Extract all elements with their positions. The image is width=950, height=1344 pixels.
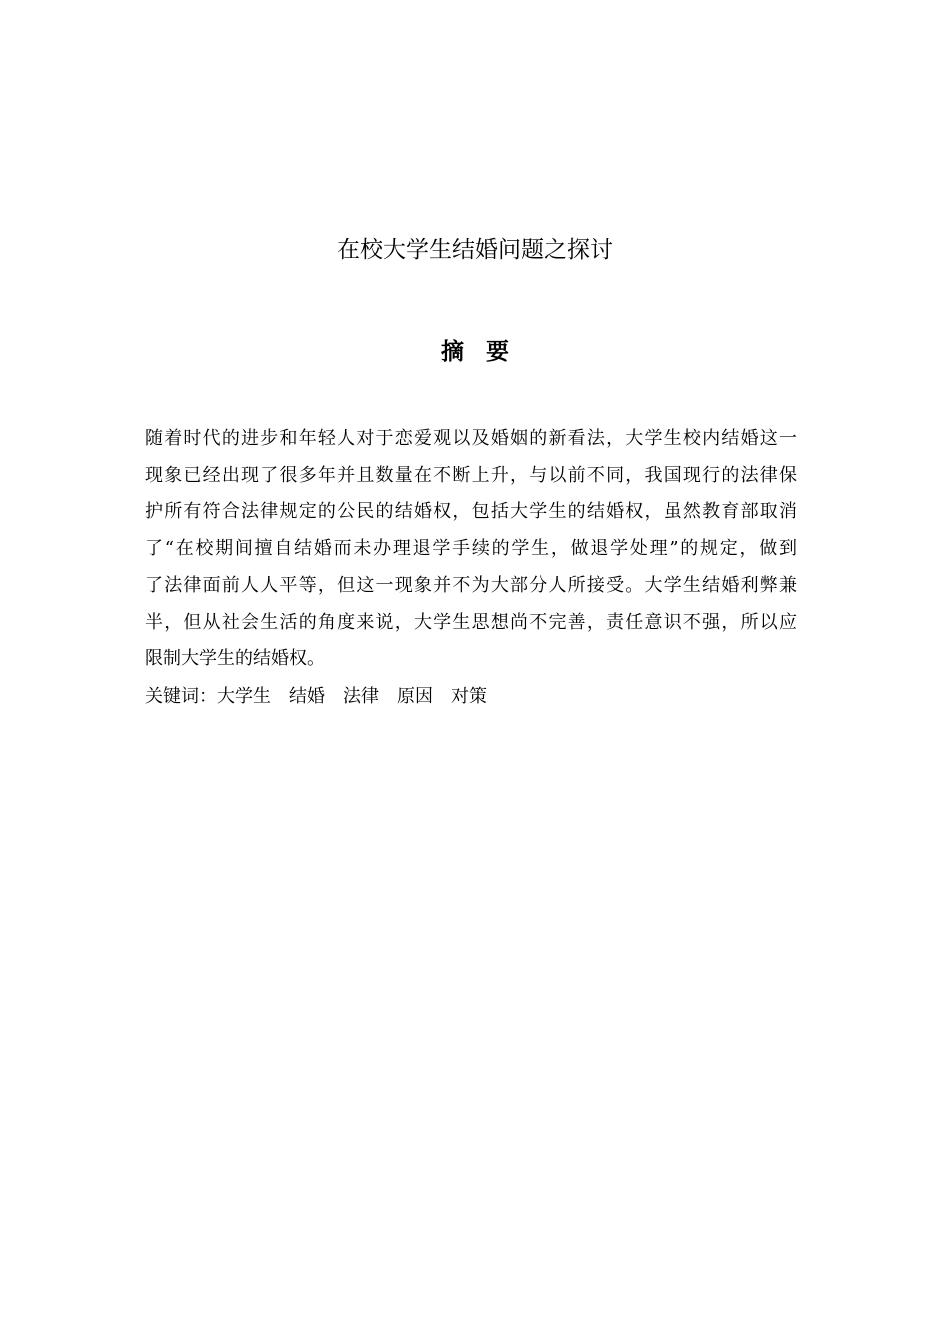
keyword-item: 对策 bbox=[451, 686, 487, 707]
keyword-item: 法律 bbox=[343, 686, 379, 707]
abstract-body bbox=[145, 421, 797, 678]
keywords-label: 关键词： bbox=[145, 686, 217, 707]
abstract-heading: 摘要 bbox=[441, 339, 531, 365]
keyword-item: 结婚 bbox=[289, 686, 325, 707]
abstract-line: 现象已经出现了很多年并且数量在不断上升，与以前不同，我国现行的法律保 bbox=[145, 464, 797, 486]
abstract-line: 了“在校期间擅自结婚而未办理退学手续的学生，做退学处理”的规定，做到 bbox=[145, 538, 797, 560]
abstract-line: 半，但从社会生活的角度来说，大学生思想尚不完善，责任意识不强，所以应 bbox=[145, 611, 797, 633]
abstract-line: 随着时代的进步和年轻人对于恋爱观以及婚姻的新看法，大学生校内结婚这一 bbox=[145, 428, 797, 449]
keyword-item: 原因 bbox=[397, 686, 433, 707]
keyword-item: 大学生 bbox=[217, 686, 271, 707]
abstract-line: 限制大学生的结婚权。 bbox=[145, 648, 325, 670]
paper-title: 在校大学生结婚问题之探讨 bbox=[337, 237, 613, 263]
abstract-line: 护所有符合法律规定的公民的结婚权，包括大学生的结婚权，虽然教育部取消 bbox=[145, 501, 797, 523]
abstract-line: 了法律面前人人平等，但这一现象并不为大部分人所接受。大学生结婚利弊兼 bbox=[145, 574, 797, 596]
keywords-line bbox=[145, 678, 797, 715]
